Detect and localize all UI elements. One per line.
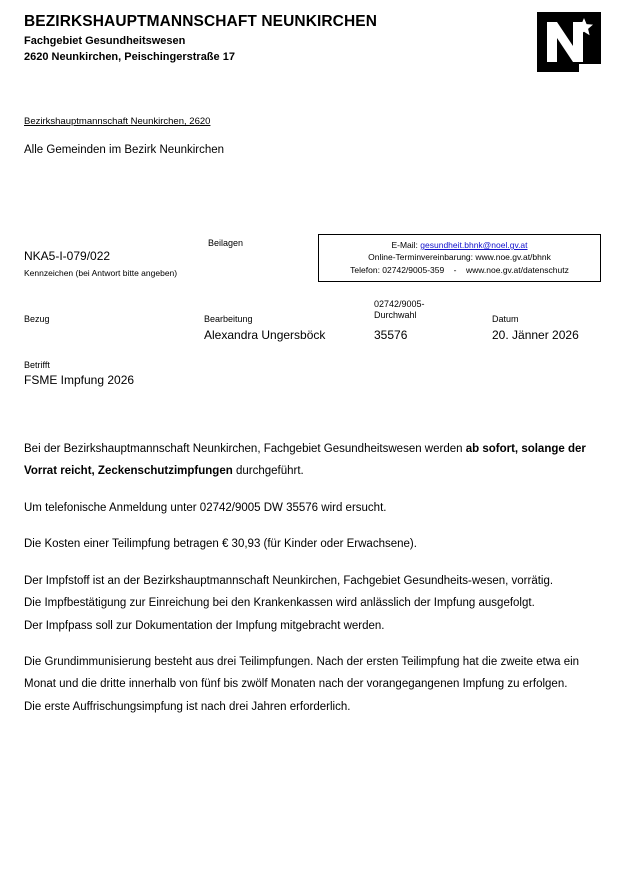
subject-label: Betrifft (24, 360, 50, 370)
datum-label: Datum (492, 314, 519, 324)
privacy-link[interactable]: www.noe.gv.at/datenschutz (465, 264, 569, 275)
contact-appointment-row (325, 251, 594, 263)
body-p1-part-a: Bei der Bezirkshauptmannschaft Neunkirchen, Fachgebiet Gesundheitswesen werden (24, 443, 466, 455)
reference-number: NKA5-I-079/022 (24, 249, 111, 263)
email-label: E-Mail: (391, 240, 418, 250)
attachments-label: Beilagen (208, 238, 244, 248)
body-paragraph-1 (24, 438, 599, 483)
durchwahl-value: 35576 (374, 328, 408, 342)
organization-name: BEZIRKSHAUPTMANNSCHAFT NEUNKIRCHEN (24, 13, 378, 30)
body-paragraph-8: Die erste Auffrischungsimpfung ist nach drei Jahren erforderlich. (24, 700, 351, 713)
lower-austria-coat-of-arms-logo (537, 12, 601, 72)
email-link[interactable]: gesundheit.bhnk@noel.gv.at (420, 240, 528, 250)
body-paragraph-6: Der Impfpass soll zur Dokumentation der Impfung mitgebracht werden. (24, 619, 385, 632)
department-name: Fachgebiet Gesundheitswesen (24, 35, 186, 48)
body-paragraph-5: Die Impfbestätigung zur Einreichung bei den Krankenkassen wird anlässlich der Impfung ausgefolgt. (24, 597, 535, 610)
reference-number-label: Kennzeichen (bei Antwort bitte angeben) (24, 268, 178, 278)
bearbeitung-label: Bearbeitung (204, 314, 253, 324)
appointment-link[interactable]: www.noe.gv.at/bhnk (475, 252, 551, 263)
body-paragraph-4: Der Impfstoff ist an der Bezirkshauptmannschaft Neunkirchen, Fachgebiet Gesundheits-wesen, vorrätig. (24, 574, 554, 587)
recipient-line: Alle Gemeinden im Bezirk Neunkirchen (24, 144, 225, 156)
letterhead (24, 12, 494, 64)
phone-label: Telefon: 02742/9005-359 (350, 264, 445, 275)
durchwahl-label: 02742/9005-Durchwahl (374, 299, 425, 321)
bearbeitung-value: Alexandra Ungersböck (204, 328, 326, 342)
bezug-label: Bezug (24, 314, 50, 324)
body-p1-emphasis: ab sofort, solange der Vorrat reicht, Zeckenschutzimpfungen (24, 443, 586, 478)
body-paragraph-3: Die Kosten einer Teilimpfung betragen € 30,93 (für Kinder oder Erwachsene). (24, 538, 417, 551)
body-paragraph-7: Die Grundimmunisierung besteht aus drei Teilimpfungen. Nach der ersten Teilimpfung hat die zweite etwa ein Monat und die dritte innerhalb von fünf bis zwölf Monaten nach der vorangegangenen Impfung zu erfolgen. (24, 655, 580, 691)
organization-address: 2620 Neunkirchen, Peischingerstraße 17 (24, 50, 235, 63)
contact-phone-row: Telefon: 02742/9005-359 - www.noe.gv.at/datenschutz (350, 264, 569, 275)
contact-email-row (325, 239, 594, 251)
body-paragraph-2: Um telefonische Anmeldung unter 02742/9005 DW 35576 wird ersucht. (24, 501, 387, 514)
datum-value: 20. Jänner 2026 (492, 328, 579, 342)
sender-address-line: Bezirkshauptmannschaft Neunkirchen, 2620 (24, 116, 211, 127)
body-p1-part-c: durchgeführt. (232, 465, 304, 478)
subject-value: FSME Impfung 2026 (24, 373, 135, 387)
appointment-label: Online-Terminvereinbarung: (368, 252, 474, 263)
letter-body (24, 438, 599, 718)
contact-info-box (318, 234, 601, 282)
